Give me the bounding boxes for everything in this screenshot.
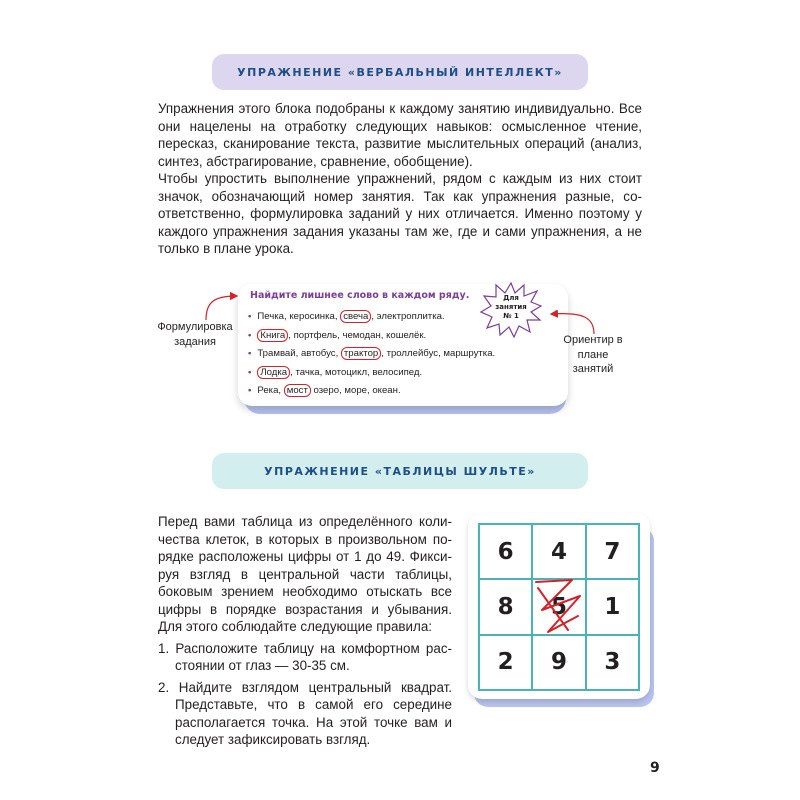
row-text: , портфель, чемодан, кошелёк.: [288, 329, 427, 341]
row-text: Трамвай, автобус,: [257, 348, 341, 359]
row-text: Река,: [257, 385, 284, 396]
circled-word: Книга: [257, 329, 288, 342]
intro-paragraph-1: Упражнения этого блока подобраны к каждому занятию индивидуально. Все они нацелены на отработку следующих навыков: осмысленное чтение, пересказ, сканирование текста, развитие мыслительных операций (анализ, синтез, абстрагирование, сравнение, обобщение).: [158, 101, 642, 169]
word-row: [248, 345, 495, 364]
circled-word: трактор: [341, 347, 381, 360]
lesson-badge-line1: Для: [503, 294, 519, 302]
example-task-title: Найдите лишнее слово в каждом ряду.: [250, 290, 470, 301]
rule-item-1: 1. Расположите таблицу на комфортном расстоянии от глаз — 30-35 см.: [158, 640, 452, 673]
grid-cell: 4: [532, 524, 585, 579]
row-text: озеро, море, океан.: [310, 385, 401, 396]
section-banner-schulte: [212, 453, 588, 489]
bullet-icon: •: [248, 366, 252, 378]
bullet-icon: •: [248, 311, 252, 322]
lesson-badge-line2: занятия: [495, 303, 527, 311]
grid-cell: 2: [479, 635, 532, 690]
row-text: Печка, керосинка,: [257, 311, 341, 322]
row-text: , тачка, мотоцикл, велосипед.: [290, 366, 423, 378]
intro-paragraph-2: Чтобы упростить выполнение упражнений, рядом с каждым из них стоит значок, обозначающий номер занятия. Так как упражнения разные, соответственно, формулировка заданий у них отличается. Именно поэтому у каждого упражнения задания указаны там же, где и сами упражнения, а не только в плане урока.: [158, 171, 642, 256]
grid-cell: 1: [586, 579, 639, 634]
schulte-text: [158, 513, 452, 749]
grid-cell: 9: [532, 635, 585, 690]
schulte-paragraph: Перед вами таблица из определённого количества клеток, в которых в произвольном порядке расположены цифры от 1 до 49. Фиксируя взгляд в центральной части таблицы, боковым зрением необходимо отыскать все цифры в порядке возрастания и убывания. Для этого соблюдайте следующие правила:: [158, 514, 452, 634]
grid-cell-center: 5: [532, 579, 585, 634]
circled-word: свеча: [340, 310, 371, 323]
left-arrow-icon: [206, 296, 236, 320]
bullet-icon: •: [248, 385, 252, 396]
lesson-badge: [480, 294, 542, 321]
circled-word: Лодка: [257, 366, 290, 379]
bullet-icon: •: [248, 329, 252, 341]
label-task-wording: Формулировка задания: [157, 321, 233, 348]
grid-cell: 3: [586, 635, 639, 690]
lesson-badge-line3: № 1: [503, 312, 519, 320]
section-banner-verbal: [212, 54, 588, 90]
focus-scribble-icon: [528, 576, 586, 636]
grid-cell: 8: [479, 579, 532, 634]
section-banner-title: УПРАЖНЕНИЕ «ТАБЛИЦЫ ШУЛЬТЕ»: [264, 464, 536, 478]
row-text: , троллейбус, маршрутка.: [381, 348, 496, 359]
rule-item-2: 2. Найдите взглядом центральный квадрат. Представьте, что в самой его середине располагается точка. На этой точке вам и следует зафиксировать взгляд.: [158, 679, 452, 747]
example-word-rows: [248, 308, 495, 401]
page-number: 9: [650, 760, 660, 776]
intro-text: [158, 100, 642, 258]
word-row: [248, 327, 495, 346]
bullet-icon: •: [248, 348, 252, 359]
row-text: , электроплитка.: [371, 311, 445, 322]
word-row: [248, 382, 495, 401]
label-lesson-guide: Ориентир в плане занятий: [563, 334, 623, 375]
section-banner-title: УПРАЖНЕНИЕ «ВЕРБАЛЬНЫЙ ИНТЕЛЛЕКТ»: [237, 65, 563, 79]
word-row: [248, 364, 495, 383]
circled-word: мост: [284, 384, 311, 397]
word-row: [248, 308, 495, 327]
grid-cell: 7: [586, 524, 639, 579]
grid-cell: 6: [479, 524, 532, 579]
